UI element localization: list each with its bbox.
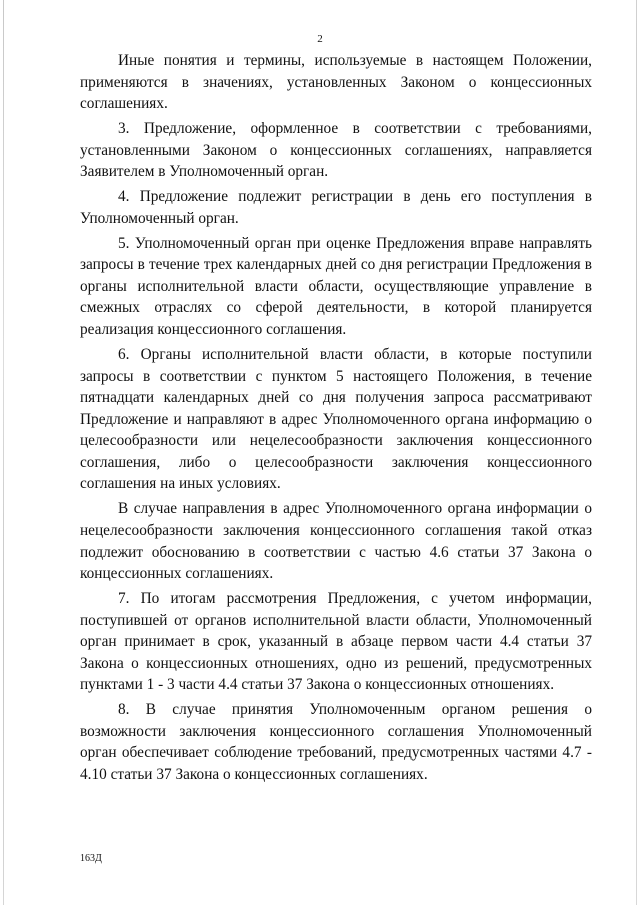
scan-edge-left xyxy=(3,0,4,905)
paragraph-3: 3. Предложение, оформленное в соответствии с требованиями, установленными Законом о концессионных соглашениях, направляется Заявителем в Уполномоченный орган. xyxy=(80,120,592,181)
document-code: 163Д xyxy=(80,853,102,864)
paragraph-5: 5. Уполномоченный орган при оценке Предложения вправе направлять запросы в течение трех календарных дней со дня регистрации Предложения в органы исполнительной власти области, осуществляющие управление в смежных отраслях со сферой деятельности, в которой планируется реализация концессионного соглашения. xyxy=(80,234,592,339)
paragraph-terms: Иные понятия и термины, используемые в настоящем Положении, применяются в значениях, установленных Законом о концессионных соглашениях. xyxy=(80,52,592,113)
page-number: 2 xyxy=(317,33,323,45)
paragraph-8: 8. В случае принятия Уполномоченным органом решения о возможности заключения концессионного соглашения Уполномоченный орган обеспечивает соблюдение требований, предусмотренных частями 4.7 - 4.10 статьи 37 Закона о концессионных соглашениях. xyxy=(80,701,592,784)
paragraph-6: 6. Органы исполнительной власти области, в которые поступили запросы в соответствии с пунктом 5 настоящего Положения, в течение пятнадцати календарных дней со дня получения запроса рассматривают Предложение и направляют в адрес Уполномоченного органа информацию о целесообразности или нецелесообразности заключения концессионного соглашения, либо о целесообразности заключения концессионного соглашения на иных условиях. xyxy=(80,345,592,493)
paragraph-6-refusal: В случае направления в адрес Уполномоченного органа информации о нецелесообразности заключения концессионного соглашения такой отказ подлежит обоснованию в соответствии с частью 4.6 статьи 37 Закона о концессионных соглашениях. xyxy=(80,500,592,583)
document-body xyxy=(80,50,592,786)
paragraph-7: 7. По итогам рассмотрения Предложения, с учетом информации, поступившей от органов исполнительной власти области, Уполномоченный орган принимает в срок, указанный в абзаце первом части 4.4 статьи 37 Закона о концессионных отношениях, одно из решений, предусмотренных пунктами 1 - 3 части 4.4 статьи 37 Закона о концессионных отношениях. xyxy=(80,590,592,694)
scan-edge-right xyxy=(636,0,637,905)
paragraph-4: 4. Предложение подлежит регистрации в день его поступления в Уполномоченный орган. xyxy=(80,188,592,227)
